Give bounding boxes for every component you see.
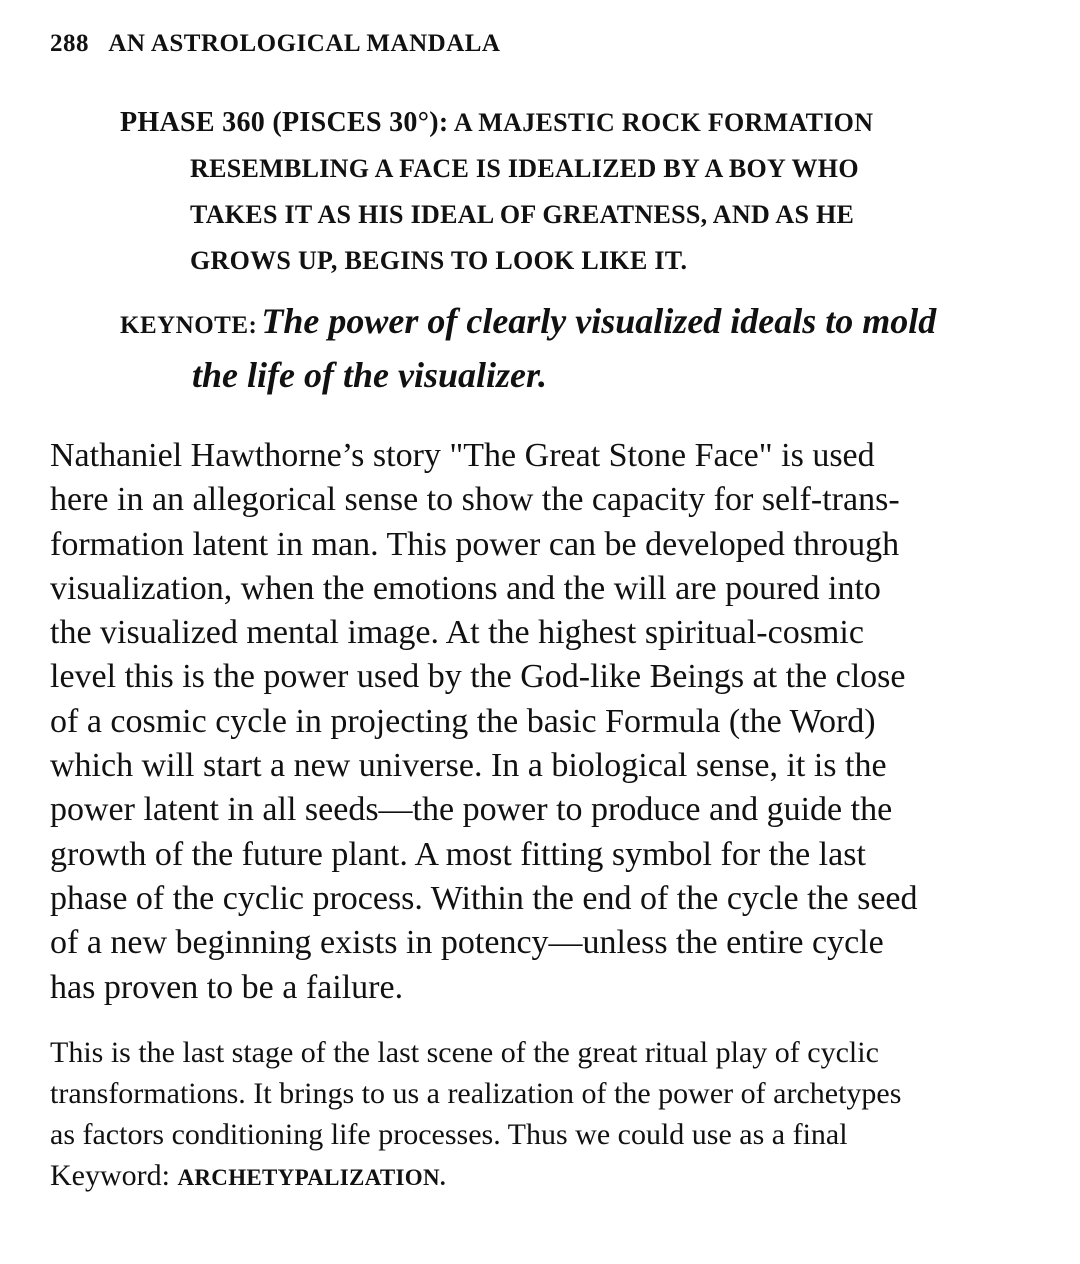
keynote-label: KEYNOTE: (120, 312, 258, 339)
closing-paragraph (50, 1032, 1060, 1198)
phase-heading (120, 100, 1060, 284)
text-line: as factors conditioning life processes. Thus we could use as a final (50, 1118, 848, 1151)
text-line: phase of the cyclic process. Within the end of the cycle the seed (50, 879, 918, 917)
keynote-line (120, 298, 1060, 352)
keynote-line: the life of the visualizer. (192, 355, 547, 395)
text-line: Nathaniel Hawthorne’s story "The Great Stone Face" is used (50, 437, 875, 474)
text-line: transformations. It brings to us a realization of the power of archetypes (50, 1077, 902, 1110)
text-line: the visualized mental image. At the highest spiritual-cosmic (50, 614, 864, 652)
text-line: formation latent in man. This power can be developed through (50, 525, 900, 563)
phase-line: RESEMBLING A FACE IS IDEALIZED BY A BOY WHO (190, 154, 859, 183)
text-line: power latent in all seeds—the power to produce and guide the (50, 791, 893, 829)
final-keyword: ARCHETYPALIZATION. (177, 1165, 446, 1190)
text-line: visualization, when the emotions and the will are poured into (50, 569, 881, 607)
text-line (50, 1155, 1060, 1198)
text-line: here in an allegorical sense to show the capacity for self-trans- (50, 481, 900, 519)
body-paragraph (50, 434, 1060, 1010)
phase-text: A MAJESTIC ROCK FORMATION (453, 108, 874, 137)
text-line: This is the last stage of the last scene of the great ritual play of cyclic (50, 1036, 879, 1069)
text-line: which will start a new universe. In a biological sense, it is the (50, 747, 887, 785)
text-line: has proven to be a failure. (50, 968, 404, 1006)
keynote (120, 298, 1060, 398)
text-line: of a cosmic cycle in projecting the basic Formula (the Word) (50, 702, 876, 740)
phase-label: PHASE 360 (PISCES 30°): (120, 107, 449, 138)
text-line: growth of the future plant. A most fitting symbol for the last (50, 835, 866, 873)
phase-line: TAKES IT AS HIS IDEAL OF GREATNESS, AND AS HE (190, 200, 855, 229)
phase-line (120, 100, 1060, 146)
text-line: level this is the power used by the God-like Beings at the close (50, 658, 906, 696)
running-head (50, 30, 500, 58)
text-line: of a new beginning exists in potency—unless the entire cycle (50, 924, 884, 962)
phase-line: GROWS UP, BEGINS TO LOOK LIKE IT. (190, 246, 688, 275)
page-number: 288 (50, 30, 89, 57)
book-title: AN ASTROLOGICAL MANDALA (108, 30, 501, 57)
keynote-text: The power of clearly visualized ideals to mold (261, 301, 937, 341)
keyword-prefix: Keyword: (50, 1159, 170, 1192)
